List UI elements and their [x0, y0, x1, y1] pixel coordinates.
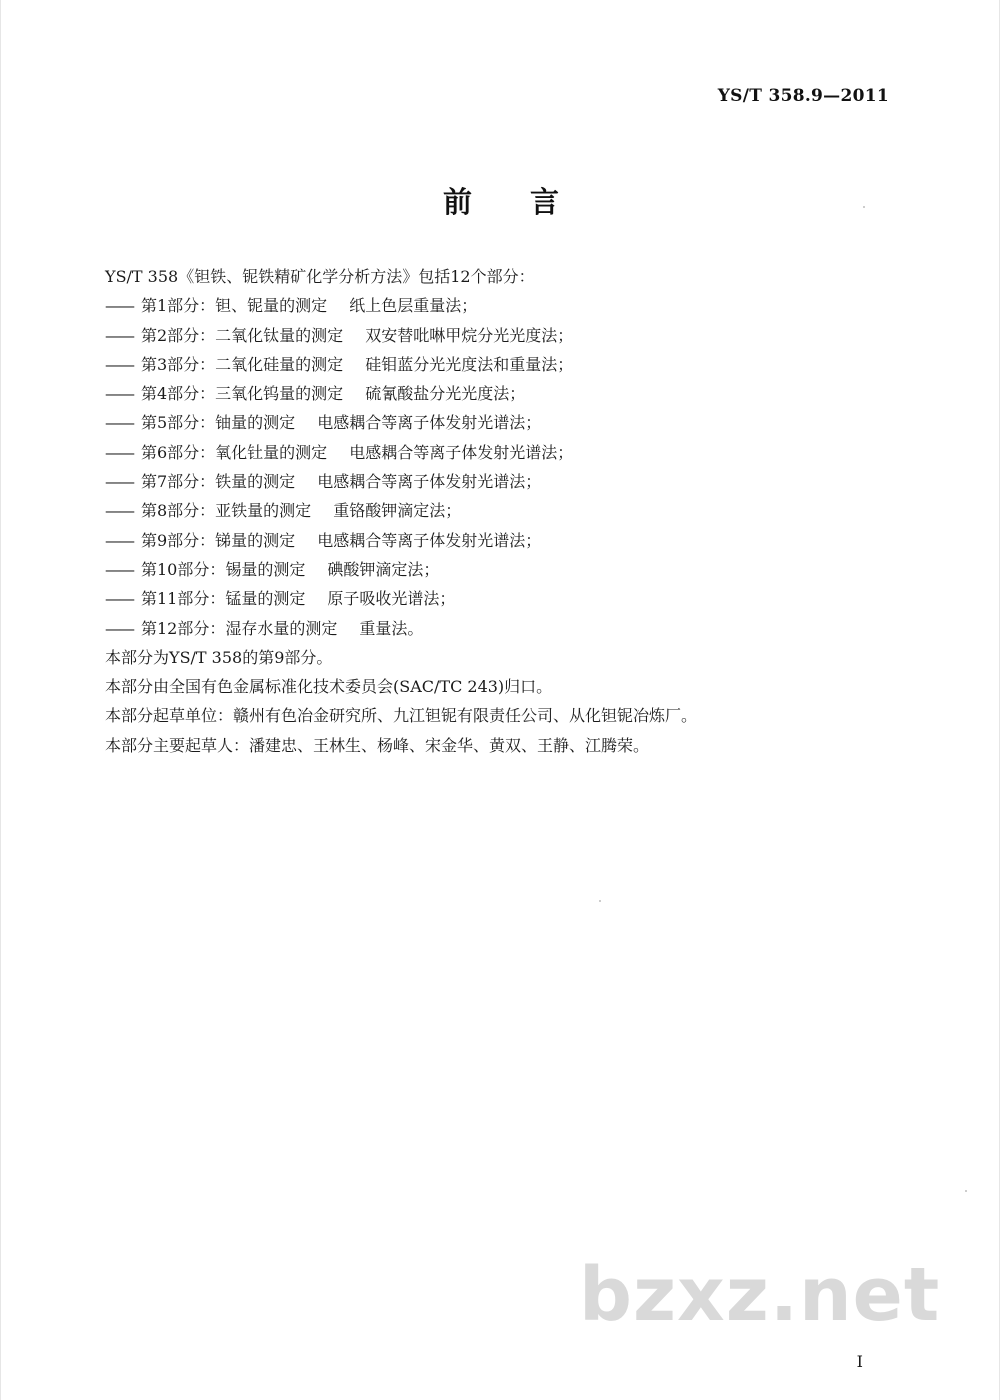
part-label: 第6部分：氧化钍量的测定 — [141, 442, 328, 462]
list-item — [105, 614, 905, 643]
list-item — [105, 438, 905, 467]
part-method: 重铬酸钾滴定法； — [333, 501, 462, 521]
part-label: 第8部分：亚铁量的测定 — [141, 501, 312, 521]
list-item — [105, 526, 905, 555]
part-method: 双安替吡啉甲烷分光光度法； — [365, 325, 574, 345]
part-method: 重量法。 — [359, 618, 424, 638]
dash-marker: —— — [105, 530, 133, 550]
list-item — [105, 321, 905, 350]
scan-speck — [599, 900, 601, 902]
dash-marker: —— — [105, 472, 133, 492]
dash-marker: —— — [105, 501, 133, 521]
standard-code: YS/T 358.9—2011 — [717, 86, 889, 106]
part-method: 碘酸钾滴定法； — [327, 559, 440, 579]
list-item — [105, 379, 905, 408]
part-method: 电感耦合等离子体发射光谱法； — [317, 413, 542, 433]
part-method: 电感耦合等离子体发射光谱法； — [349, 442, 574, 462]
part-method: 硫氰酸盐分光光度法； — [365, 384, 526, 404]
part-label: 第12部分：湿存水量的测定 — [141, 618, 338, 638]
foreword-body — [105, 262, 905, 760]
dash-marker: —— — [105, 354, 133, 374]
part-label: 第10部分：锡量的测定 — [141, 559, 306, 579]
dash-marker: —— — [105, 384, 133, 404]
part-label: 第2部分：二氧化钛量的测定 — [141, 325, 344, 345]
page-number: I — [856, 1352, 863, 1371]
list-item — [105, 408, 905, 437]
part-label: 第5部分：铀量的测定 — [141, 413, 296, 433]
dash-marker: —— — [105, 413, 133, 433]
part-method: 硅钼蓝分光光度法和重量法； — [365, 354, 574, 374]
list-item — [105, 467, 905, 496]
dash-marker: —— — [105, 589, 133, 609]
statement-part: 本部分为YS/T 358的第9部分。 — [105, 647, 333, 667]
watermark: bzxz.net — [579, 1252, 941, 1338]
dash-marker: —— — [105, 325, 133, 345]
intro-line: YS/T 358《钽铁、铌铁精矿化学分析方法》包括12个部分： — [105, 267, 535, 286]
part-label: 第7部分：铁量的测定 — [141, 472, 296, 492]
list-item — [105, 350, 905, 379]
list-item — [105, 555, 905, 584]
dash-marker: —— — [105, 618, 133, 638]
statement-committee: 本部分由全国有色金属标准化技术委员会(SAC/TC 243)归口。 — [105, 677, 553, 697]
part-method: 原子吸收光谱法； — [327, 589, 456, 609]
part-method: 纸上色层重量法； — [349, 296, 478, 316]
dash-marker: —— — [105, 559, 133, 579]
page-title: 前言 — [442, 185, 617, 219]
list-item — [105, 291, 905, 320]
list-item — [105, 584, 905, 613]
part-label: 第1部分：钽、铌量的测定 — [141, 296, 328, 316]
part-method: 电感耦合等离子体发射光谱法； — [317, 530, 542, 550]
statement-drafters-people: 本部分主要起草人：潘建忠、王林生、杨峰、宋金华、黄双、王静、江腾荣。 — [105, 735, 650, 755]
dash-marker: —— — [105, 296, 133, 316]
dash-marker: —— — [105, 442, 133, 462]
parts-list — [105, 291, 905, 643]
statement-drafters-org: 本部分起草单位：赣州有色冶金研究所、九江钽铌有限责任公司、从化钽铌冶炼厂。 — [105, 706, 698, 726]
list-item — [105, 496, 905, 525]
scan-speck — [863, 206, 865, 208]
part-method: 电感耦合等离子体发射光谱法； — [317, 472, 542, 492]
part-label: 第4部分：三氧化钨量的测定 — [141, 384, 344, 404]
part-label: 第9部分：锑量的测定 — [141, 530, 296, 550]
part-label: 第3部分：二氧化硅量的测定 — [141, 354, 344, 374]
part-label: 第11部分：锰量的测定 — [141, 589, 306, 609]
scan-speck — [965, 1190, 967, 1192]
